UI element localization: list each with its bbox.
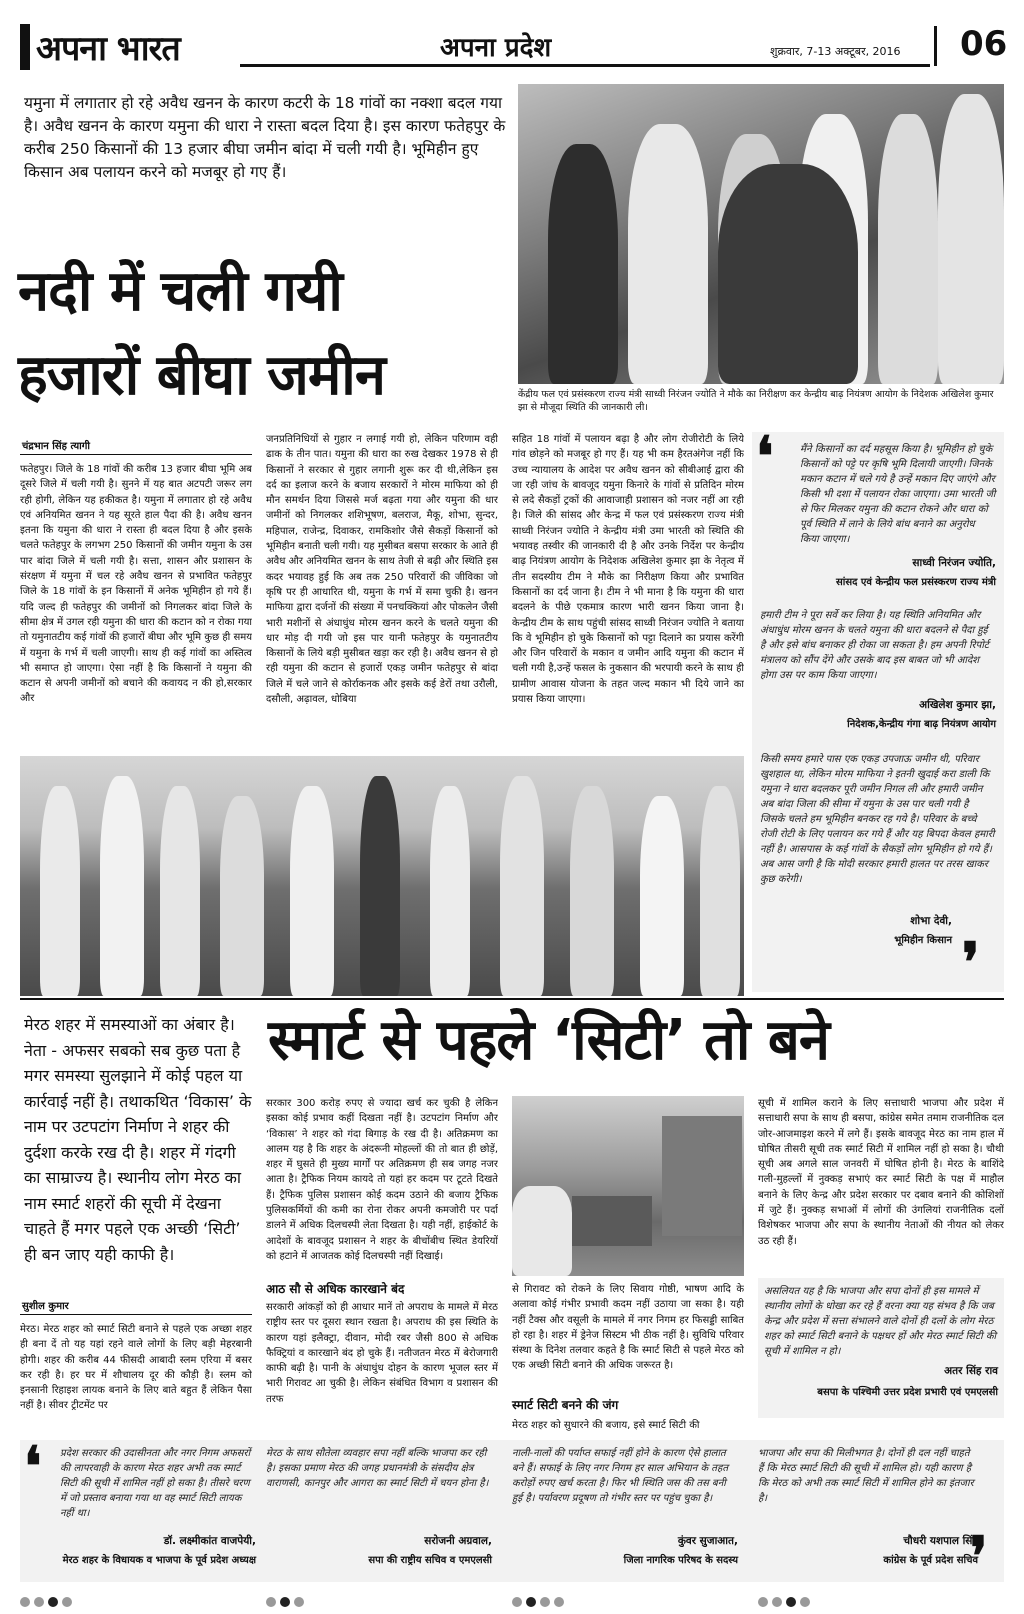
dot-mark (554, 1597, 564, 1607)
bottom-quote4-text: भाजपा और सपा की मिलीभगत है। दोनों ही दल नहीं चाहते हैं कि मेरठ स्मार्ट सिटी की सूची में शामिल हो। यही कारण है कि मेरठ को अभी तक स्मार्ट सिटी में शामिल होने का इंतजार है। (758, 1448, 974, 1504)
story2-photo-garbage-street (512, 1096, 744, 1276)
bottom-quote1-text: प्रदेश सरकार की उदासीनता और नगर निगम अफसरों की लापरवाही के कारण मेरठ शहर अभी तक स्मार्ट सिटी की सूची में शामिल नहीं हो सका है। तीसरे चरण में जो प्रस्ताव बनाया गया था वह स्मार्ट सिटी लायक नहीं था। (60, 1448, 251, 1519)
story2-column-2: सरकार 300 करोड़ रुपए से ज्यादा खर्च कर चुकी है लेकिन इसका कोई प्रभाव कहीं दिखता नहीं है। उटपटांग निर्माण और ‘विकास’ ने शहर को गंदा बिगाड़ के रख दी है। अतिक्रमण का आलम यह है कि शहर के अंदरूनी मोहल्लों की तो बात ही छोड़ें, शहर में घुसते ही मुख्य मार्गों पर अतिक्रमण ही सब जगह नजर आता है। ट्रैफिक नियम कायदे तो यहां हर कदम पर टूटते दिखते हैं। ट्रैफिक पुलिस प्रशासन कोई कदम उठाने की बजाय ट्रैफिक पुलिसकर्मियों की कमी का रोना रोकर अपनी कमजोरी पर पर्दा डालने में अधिक दिलचस्पी लेता दिखता है। यही नहीं, हाईकोर्ट के आदेशों के बावजूद प्रशासन ने शहर के बीचोंबीच स्थित डेयरियों को हटाने में आजतक कोई दिलचस्पी नहीं दिखाई। (266, 1098, 498, 1262)
quote3-text: किसी समय हमारे पास एक एकड़ उपजाऊ जमीन थी, परिवार खुशहाल था, लेकिन मोरम माफिया ने इतनी खुदाई करा डाली कि यमुना ने धारा बदलकर पूरी जमीन निगल ली और हमारी जमीन अब बांदा जिला की सीमा में यमुना के उस पार चली गयी है जिसके चलते हम भूमिहीन बनकर रह गये है। परिवार के बच्चे रोजी रोटी के लिए पलायन कर गये हैं और यह बिपदा केवल हमारी नहीं है। आसपास के कई गांवों के सैकड़ों लोग भूमिहीन हो गये हैं। अब आस जगी है कि मोदी सरकार हमारी हालत पर तरस खाकर कुछ करेगी। (760, 754, 995, 885)
dot-mark (294, 1597, 304, 1607)
logo-bar (20, 24, 30, 70)
dot-mark (266, 1597, 276, 1607)
dateline: शुक्रवार, 7-13 अक्टूबर, 2016 (770, 45, 901, 58)
photo-cow (512, 1186, 572, 1276)
photo-building (662, 1116, 742, 1236)
story2-column-4: सूची में शामिल कराने के लिए सत्ताधारी भाजपा और प्रदेश में सत्ताधारी सपा के साथ ही बसपा, कांग्रेस समेत तमाम राजनीतिक दल जोर-आजमाइश करने में लगे हैं। इसके बावजूद मेरठ का नाम हाल में घोषित तीसरी सूची तक स्मार्ट सिटी में शामिल नहीं हो सका है। चौथी सूची अब अगले साल जनवरी में घोषित होनी है। मेरठ के बाशिंदे गली-मुहल्लों में नुक्कड़ सभाएं कर स्मार्ट सिटी के पक्ष में माहौल बनाने के लिए केन्द्र और प्रदेश सरकार पर दबाव बनाने की कोशिशों में जुटे हैं। नुक्कड़ सभाओं में लोगों की उंगलियां राजनीतिक दलों विशेषकर भाजपा और सपा के स्थानीय नेताओं की नीयत को लेकर उठ रही हैं। (758, 1098, 1004, 1247)
story1-column-3: सहित 18 गांवों में पलायन बढ़ा है और लोग रोजीरोटी के लिये गांव छोड़ने को मजबूर हो गए हैं। यह भी कम हैरतअंगेज नहीं कि उच्च न्यायालय के आदेश पर अवैध खनन को सीबीआई द्वारा की जा रही जांच के बावजूद यमुना किनारे के गांवों से प्रतिदिन मोरम से लदे सैकड़ों ट्रकों की आवाजाही प्रशासन को नजर नहीं आ रही है। जिले की सांसद और केन्द्र में फल एवं प्रसंस्करण राज्य मंत्री साध्वी निरंजन ज्योति ने केन्द्रीय मंत्री उमा भारती को स्थिति की भयावह तस्वीर की जानकारी दी है और उनके निर्देश पर केन्द्रीय बाढ़ नियंत्रण आयोग के निदेशक अखिलेश कुमार झा के नेतृत्व में तीन सदस्यीय टीम ने मौके का निरीक्षण किया और प्रभावित किसानों का दर्द जाना है। टीम ने भी माना है कि यमुना की धारा बदलने के पीछे एकमात्र कारण भारी खनन किया जाना है। केन्द्रीय टीम के साथ पहुंची सांसद साध्वी निरंजन ज्योति ने बताया कि वे भूमिहीन हो चुके किसानों को पट्टा दिलाने का प्रयास करेंगी और जिन परिवारों के मकान व जमीन आदि यमुना की कटान में चली गयी है,उन्हें फसल के नुकसान की भरपायी करने के साथ ही ग्रामीण आवास योजना के तहत जल्द मकान भी दिये जाने का प्रयास किया जाएगा। (512, 434, 744, 706)
bottom-quote4-role: कांग्रेस के पूर्व प्रदेश सचिव (883, 1555, 978, 1566)
footer-dots-left (20, 1592, 76, 1611)
quote1-name: साध्वी निरंजन ज्योति, (912, 557, 996, 569)
quote2-text: हमारी टीम ने पूरा सर्वे कर लिया है। यह स्थिति अनियमित और अंधाधुंध मोरम खनन के चलते यमुना की धारा बदलने से पैदा हुई है और इसे बांध बनाकर ही रोका जा सकता है। हम अपनी रिपोर्ट मंत्रालय को सौंप देंगे और उसके बाद इस बाबत जो भी आदेश होगा उस पर काम किया जाएगा। (760, 610, 989, 681)
photo-figure (290, 786, 334, 996)
footer-dots-mid-2 (512, 1592, 568, 1611)
close-quote-icon: ❜ (962, 930, 980, 994)
story2-column-3: से गिरावट को रोकने के लिए सिवाय गोष्ठी, भाषण आदि के अलावा कोई गंभीर प्रभावी कदम नहीं उठाया जा सका है। यही नहीं टैक्स और वसूली के मामले में नगर निगम हर फिसड्डी साबित हो रहा है। शहर में ड्रेनेज सिस्टम भी ठीक नहीं है। सुविधि परिवार संस्था के दिनेश तलवार कहते है कि स्मार्ट सिटी से पहले मेरठ को एक अच्छी सिटी बनाने की अधिक जरूरत है। (512, 1284, 744, 1372)
dot-mark (800, 1597, 810, 1607)
bottom-quote3-role: जिला नागरिक परिषद के सदस्य (623, 1555, 738, 1566)
photo-figure (938, 94, 1004, 384)
dot-mark (526, 1597, 536, 1607)
photo-figure (548, 144, 618, 384)
subhead-factories-closed: आठ सौ से अधिक कारखाने बंद (266, 1282, 405, 1296)
story1-byline: चंद्रभान सिंह त्यागी (22, 441, 90, 452)
open-quote-icon: ❛ (756, 424, 774, 488)
photo-figure (718, 164, 858, 384)
quote-right-text: असलियत यह है कि भाजपा और सपा दोनों ही इस मामले में स्थानीय लोगों के धोखा कर रहे हैं वरना क्या यह संभव है कि जब केन्द्र और प्रदेश में सत्ता संभालने वाले दोनों ही दलों के लोग मेरठ शहर को स्मार्ट सिटी बनाने के पक्षधर हों और मेरठ स्मार्ट सिटी की सूची में शामिल न हो। (764, 1286, 997, 1357)
headline-line-1: नदी में चली गयी (18, 259, 342, 324)
dot-mark (20, 1597, 30, 1607)
photo-figure (360, 776, 400, 996)
story2-column-3b: मेरठ शहर को सुधारने की बजाय, इसे स्मार्ट सिटी की (512, 1420, 700, 1431)
story1-intro: यमुना में लगातार हो रहे अवैध खनन के कारण कटरी के 18 गांवों का नक्शा बदल गया है। अवैध खनन के कारण यमुना की धारा ने रास्ता बदल दिया है। इस कारण फतेहपुर के करीब 250 किसानों की 13 हजार बीघा जमीन बांदा में चली गयी है। भूमिहीन हुए किसान अब पलायन करने को मजबूर हो गए हैं। (24, 94, 506, 181)
photo-figure (220, 796, 264, 996)
story2-intro: मेरठ शहर में समस्याओं का अंबार है। नेता - अफसर सबको सब कुछ पता है मगर समस्या सुलझाने में कोई पहल या कार्रवाई नहीं है। तथाकथित ‘विकास’ के नाम पर उटपटांग निर्माण ने शहर की दुर्दशा करके रख दी है। शहर में गंदगी का साम्राज्य है। स्थानीय लोग मेरठ का नाम स्मार्ट शहरों की सूची में देखना चाहते हैं मगर पहले एक अच्छी ‘सिटी’ ही बन जाए यही काफी है। (24, 1015, 252, 1264)
dot-mark (34, 1597, 44, 1607)
footer-dots-right (758, 1592, 814, 1611)
dot-mark (62, 1597, 72, 1607)
quote-right-role: बसपा के पश्चिमी उत्तर प्रदेश प्रभारी एवं एमएलसी (817, 1387, 998, 1398)
headline-line-2: हजारों बीघा जमीन (18, 343, 385, 408)
dot-mark (280, 1597, 290, 1607)
dot-mark (786, 1597, 796, 1607)
photo-figure (430, 786, 470, 996)
photo-figure (100, 776, 144, 996)
page-number-divider (934, 26, 937, 66)
bottom-quotes-strip (20, 1434, 1004, 1588)
story1-photo-inspection (518, 84, 1004, 384)
open-quote-icon: ❛ (24, 1434, 42, 1498)
close-quote-icon: ❜ (970, 1524, 988, 1588)
photo-figure (160, 786, 200, 996)
bottom-quote2-text: मेरठ के साथ सौतेला व्यवहार सपा नहीं बल्कि भाजपा कर रही है। इसका प्रमाण मेरठ की जगह प्रधानमंत्री के संसदीय क्षेत्र वाराणसी, कानपुर और आगरा का स्मार्ट सिटी में चयन होना है। (266, 1448, 489, 1489)
story2-column-1: मेरठ। मेरठ शहर को स्मार्ट सिटी बनाने से पहले एक अच्छा शहर ही बना दें तो यह यहां रहने वाले लोगों के लिए बड़ी मेहरबानी होगी। शहर की करीब 44 फीसदी आबादी स्लम एरिया में बसर कर रही है। हर घर में शौचालय दूर की कौड़ी है। स्लम को इनसानी रिहाइश लायक बनाने के लिए बाते बहुत हैं लेकिन पैसा नहीं है। सीवर ट्रीटमेंट पर (20, 1324, 252, 1412)
dot-mark (772, 1597, 782, 1607)
bottom-quote1-role: मेरठ शहर के विधायक व भाजपा के पूर्व प्रदेश अध्यक्ष (62, 1555, 256, 1566)
bottom-quote4-name: चौधरी यशपाल सिंह (903, 1535, 978, 1547)
subhead-smart-city-battle: स्मार्ट सिटी बनने की जंग (512, 1398, 619, 1412)
logo-text: अपना भारत (36, 29, 180, 69)
bottom-quote3-name: कुंवर सुजाआत, (677, 1535, 738, 1547)
story2-headline: स्मार्ट से पहले ‘सिटी’ तो बने (268, 1008, 829, 1073)
page-number: 06 (960, 24, 1008, 64)
story1-quotes-box (752, 424, 1004, 994)
story2-byline: सुशील कुमार (22, 1301, 69, 1312)
quote-right-name: अतर सिंह राव (944, 1365, 998, 1377)
dot-mark (758, 1597, 768, 1607)
dot-mark (512, 1597, 522, 1607)
bottom-quote3-text: नाली-नालों की पर्याप्त सफाई नहीं होने के कारण ऐसे हालात बने हैं। सफाई के लिए नगर निगम हर साल अभियान के तहत करोड़ों रुपए खर्च करता है। फिर भी स्थिति जस की तस बनी हुई है। पर्यावरण प्रदूषण तो गंभीर स्तर पर पहुंच चुका है। (512, 1448, 729, 1504)
photo-figure (40, 786, 80, 996)
bottom-quote2-name: सरोजनी अग्रवाल, (424, 1535, 492, 1547)
quote1-text: मैंने किसानों का दर्द महसूस किया है। भूमिहीन हो चुके किसानों को पट्टे पर कृषि भूमि दिलायी जाएगी। जिनके मकान कटान में चले गये है उन्हें मकान दिए जाएंगे और किसी भी दशा में पलायन रोका जाएगा। उमा भारती जी से फिर मिलकर यमुना की कटान रोकने और धारा को पूर्व स्थिति में लाने के लिये बांध बनाने का अनुरोध किया जाएगा। (800, 444, 996, 545)
quote3-role: भूमिहीन किसान (894, 935, 952, 946)
dot-mark (48, 1597, 58, 1607)
story1-column-1: फतेहपुर। जिले के 18 गांवों की करीब 13 हजार बीघा भूमि अब दूसरे जिले में चली गयी है। सुनने में यह बात अटपटी जरूर लग रही होगी, लेकिन यह हकीकत है। यमुना में लगातार हो रहे अवैध एवं अनियमित खनन ने यह सूरते हाल पैदा की है। अवैध खनन इतना कि यमुना की धारा ने रास्ता ही बदल दिया है और इसके चलते फतेहपुर के लगभग 250 किसानों की जमीन यमुना के उस पार बांदा जिले में चली गयी है। सत्ता, शासन और प्रशासन के संरक्षण में यमुना में चल रहे अवैध खनन से प्रभावित फतेहपुर जिले के 18 गांवों के इन किसानों में अनेक भूमिहीन हो गये हैं। यदि जल्द ही फतेहपुर की जमीनों को निगलकर बांदा जिले के सीमा क्षेत्र में उगल रही यमुना की धारा की कटान को न रोका गया तो यमुनातटीय कई गांवों की हजारों बीघा और भूमि कुछ ही समय में यमुना के गर्भ में चली जाएगी। साथ ही कई गांवों का अस्तित्व भी समाप्त हो जाएगा। ऐसा नहीं है कि किसानों ने यमुना की कटान से अपनी जमीनों को बचाने की कवायद न की हो,सरकार और (20, 464, 252, 705)
story1-photo-caption: केंद्रीय फल एवं प्रसंस्करण राज्य मंत्री साध्वी निरंजन ज्योति ने मौके का निरीक्षण कर केन्द्रीय बाढ़ नियंत्रण आयोग के निदेशक अखिलेश कुमार झा से मौजूदा स्थिति की जानकारी ली। (518, 389, 994, 413)
byline-rule (20, 454, 252, 455)
photo-figure (500, 776, 544, 996)
dot-mark (540, 1597, 550, 1607)
masthead-rule (240, 64, 930, 67)
photo-figure (640, 796, 684, 996)
story1-photo-farmers-walk (20, 756, 744, 996)
photo-figure (570, 786, 614, 996)
quote3-name: शोभा देवी, (910, 915, 952, 927)
photo-bin (572, 1196, 652, 1246)
quote2-role: निदेशक,केन्द्रीय गंगा बाढ़ नियंत्रण आयोग (847, 719, 996, 730)
story2-quote-box (758, 1278, 1004, 1418)
story1-column-2: जनप्रतिनिधियों से गुहार न लगाई गयी हो, लेकिन परिणाम वही ढाक के तीन पात। यमुना की धारा का रुख देखकर 1978 से ही किसानों ने सरकार से गुहार लगानी शुरू कर दी थी,लेकिन इस दर्द का इलाज करने के बजाय सरकारों ने मोरम माफिया को ही मौन समर्थन दिया जिससे मर्ज बढ़ता गया और यमुना की धार जमीनों को निगलकर शशिभूषण, बलराज, मैकू, शोभा, सुन्दर, महिपाल, राजेन्द्र, दिवाकर, रामकिशोर जैसे सैकड़ों किसानों को भूमिहीन बनाती चली गयी। यह मुसीबत बसपा सरकार के आते ही अवैध और अनियमित खनन के साथ तेजी से बढ़ी और स्थिति इस कदर भयावह हुई कि अब तक 250 परिवारों की जीविका जो कृषि पर ही आधारित थी, यमुना के गर्भ में समा चुकी है। खनन माफिया द्वारा दर्जनों की संख्या में पनचक्कियां और पोकलेन जैसी भारी मशीनों से अंधाधुंध मोरम खनन करने के चलते यमुना की धार मोड़ दी गयी जो इस पार यानी फतेहपुर के यमुनातटीय किसानों के लिये बड़ी मुसीबत खड़ा कर रही है। अवैध खनन से हो रही यमुना की कटान से हजारों एकड़ जमीन फतेहपुर से बांदा जिले में चले जाने से कोर्राकनक और इसके कई डेरों तथा उरौली, दसौली, अढ़ावल, धोबिया (266, 434, 498, 706)
photo-figure (700, 786, 740, 996)
bottom-quote1-name: डॉ. लक्ष्मीकांत वाजपेयी, (163, 1535, 256, 1547)
footer-dots-mid-1 (266, 1592, 308, 1611)
story2-column-2b: सरकारी आंकड़ों को ही आधार मानें तो अपराध के मामले में मेरठ राष्ट्रीय स्तर पर दूसरा स्थान रखता है। अपराध की इस स्थिति के कारण यहां इलैक्ट्रा, दीवान, मोदी रबर जैसी 800 से अधिक फैक्ट्रियां व कारखाने बंद हो चुके हैं। नतीजतन मेरठ में बेरोजगारी काफी बढ़ी है। पानी के अंधाधुंध दोहन के कारण भूजल स्तर में भारी गिरावट आ चुकी है। लेकिन संबंधित विभाग व प्रशासन की तरफ (266, 1302, 498, 1405)
photo-figure (878, 114, 938, 384)
masthead-logo (20, 24, 240, 70)
byline-rule (20, 1314, 252, 1315)
photo-figure (628, 124, 708, 384)
quote2-name: अखिलेश कुमार झा, (919, 699, 996, 711)
story1-headline (18, 250, 508, 418)
quote1-role: सांसद एवं केन्द्रीय फल प्रसंस्करण राज्य मंत्री (836, 577, 996, 588)
bottom-quote2-role: सपा की राष्ट्रीय सचिव व एमएलसी (368, 1555, 492, 1566)
section-title: अपना प्रदेश (440, 33, 552, 63)
